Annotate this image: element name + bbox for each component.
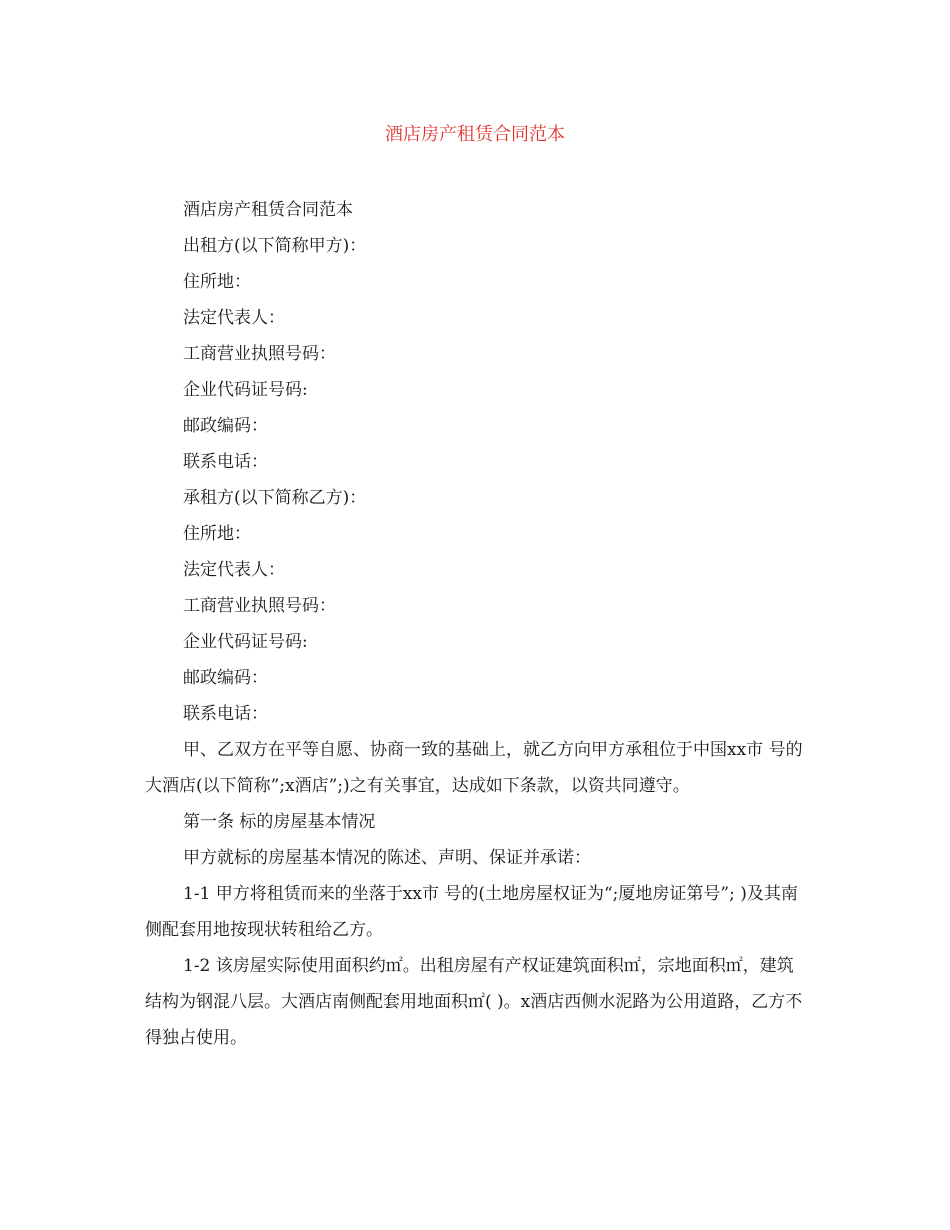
paragraph-lessor-org-code: 企业代码证号码:: [183, 380, 308, 400]
paragraph-preamble: 甲、乙双方在平等自愿、协商一致的基础上，就乙方向甲方承租位于中国xx市 号的 大酒店(以下简称”;x酒店”;)之有关事宜，达成如下条款，以资共同遵守。: [145, 740, 803, 796]
paragraph-lessee-license: 工商营业执照号码：: [183, 596, 336, 616]
paragraph-lessee-legal-rep: 法定代表人：: [183, 560, 285, 580]
paragraph-lessor-phone: 联系电话：: [183, 452, 268, 472]
paragraph-lessor-address: 住所地：: [183, 272, 251, 292]
paragraph-lessee-postcode: 邮政编码：: [183, 668, 268, 688]
paragraph-lessor-license: 工商营业执照号码：: [183, 344, 336, 364]
paragraph-lessee: 承租方(以下简称乙方)：: [183, 488, 367, 508]
document-body: [145, 192, 810, 1056]
paragraph-article-1-intro: 甲方就标的房屋基本情况的陈述、声明、保证并承诺：: [183, 848, 591, 868]
paragraph-article-1-heading: 第一条 标的房屋基本情况: [183, 812, 376, 832]
paragraph-doc-name: 酒店房产租赁合同范本: [183, 200, 353, 220]
paragraph-lessor: 出租方(以下简称甲方)：: [183, 236, 367, 256]
paragraph-lessor-legal-rep: 法定代表人：: [183, 308, 285, 328]
paragraph-lessee-phone: 联系电话：: [183, 704, 268, 724]
paragraph-lessee-org-code: 企业代码证号码:: [183, 632, 308, 652]
paragraph-clause-1-2: 1-2 该房屋实际使用面积约㎡。出租房屋有产权证建筑面积㎡，宗地面积㎡，建筑结构为钢混八层。大酒店南侧配套用地面积㎡( )。x酒店西侧水泥路为公用道路，乙方不得独占使用。: [145, 956, 803, 1048]
paragraph-lessor-postcode: 邮政编码：: [183, 416, 268, 436]
document-title: 酒店房产租赁合同范本: [385, 124, 565, 145]
paragraph-clause-1-1: 1-1 甲方将租赁而来的坐落于xx市 号的(土地房屋权证为“;厦地房证第号”; )及其南侧配套用地按现状转租给乙方。: [145, 884, 798, 940]
paragraph-lessee-address: 住所地：: [183, 524, 251, 544]
